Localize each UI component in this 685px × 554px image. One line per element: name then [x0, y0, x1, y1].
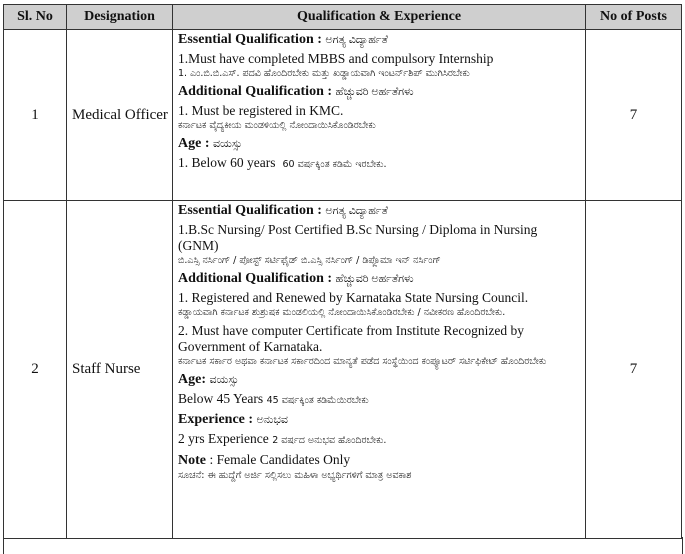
sl-no-cell: 1 — [4, 30, 67, 201]
note-text-kannada: ಸೂಚನೆ: ಈ ಹುದ್ದೆಗೆ ಅರ್ಜಿ ಸಲ್ಲಿಸಲು ಮಹಿಳಾ ಅಭ್ಯರ್ಥಿಗಳಿಗೆ ಮಾತ್ರ ಅವಕಾಶ — [178, 470, 412, 481]
experience-heading: Experience : ಅನುಭವ — [178, 412, 288, 427]
essential-text: 1.B.Sc Nursing/ Post Certified B.Sc Nursing / Diploma in Nursing (GNM) — [178, 222, 538, 253]
additional-text-1-kannada: ಕಡ್ಡಾಯವಾಗಿ ಕರ್ನಾಟಕ ಶುಶ್ರುಷಕ ಮಂಡಲಿಯಲ್ಲಿ ನೋಂದಾಯಿಸಿಕೊಂಡಿರಬೇಕು / ನವೀಕರಣ ಹೊಂದಿರಬೇಕು. — [178, 307, 506, 318]
additional-text-kannada: ಕರ್ನಾಟಕ ವೈದ್ಯಕೀಯ ಮಂಡಳಿಯಲ್ಲಿ ನೋಂದಾಯಿಸಿಕೊಂಡಿರಬೇಕು — [178, 120, 376, 131]
table-continuation — [3, 537, 683, 554]
header-row — [4, 5, 682, 30]
posts-cell: 7 — [586, 201, 682, 539]
essential-text: 1.Must have completed MBBS and compulsory Internship — [178, 51, 494, 66]
posts-cell: 7 — [586, 30, 682, 201]
essential-text-kannada: 1. ಎಂ.ಬಿ.ಬಿ.ಎಸ್. ಪದವಿ ಹೊಂದಿರಬೇಕು ಮತ್ತು ಖಡ್ಡಾಯವಾಗಿ ಇಂಟರ್ನ್‌ಶಿಪ್ ಮುಗಿಸಿರಬೇಕು — [178, 68, 470, 79]
additional-text: 1. Must be registered in KMC. — [178, 103, 344, 118]
essential-text-kannada: ಬಿ.ಎಸ್ಸಿ ನರ್ಸಿಂಗ್ / ಪೋಸ್ಟ್ ಸರ್ಟಿಫೈಡ್ ಬಿ.ಎಸ್ಸಿ ನರ್ಸಿಂಗ್ / ಡಿಪ್ಲೊಮಾ ಇನ್ ನರ್ಸಿಂಗ್ — [178, 255, 441, 266]
additional-text-1: 1. Registered and Renewed by Karnataka State Nursing Council. — [178, 290, 529, 305]
table-row — [4, 30, 682, 201]
essential-heading: Essential Qualification : ಅಗತ್ಯ ವಿದ್ಯಾರ್ಹತೆ — [178, 203, 388, 218]
additional-heading: Additional Qualification : ಹೆಚ್ಚುವರಿ ಅರ್ಹತೆಗಳು — [178, 84, 414, 99]
age-heading: Age: ವಯಸ್ಸು — [178, 372, 239, 387]
sl-no-cell: 2 — [4, 201, 67, 539]
recruitment-table — [3, 4, 682, 539]
designation-cell: Staff Nurse — [67, 201, 173, 539]
table-row — [4, 201, 682, 539]
additional-heading: Additional Qualification : ಹೆಚ್ಚುವರಿ ಅರ್ಹತೆಗಳು — [178, 271, 414, 286]
age-heading: Age : ವಯಸ್ಸು — [178, 136, 243, 151]
age-text: 1. Below 60 years 60 ವರ್ಷಕ್ಕಿಂತ ಕಡಿಮೆ ಇರಬೇಕು. — [178, 155, 387, 170]
essential-heading: Essential Qualification : ಅಗತ್ಯ ವಿದ್ಯಾರ್ಹತೆ — [178, 32, 388, 47]
header-sl-no: Sl. No — [4, 5, 67, 30]
additional-text-2-kannada: ಕರ್ನಾಟಕ ಸರ್ಕಾರ ಅಥವಾ ಕರ್ನಾಟಕ ಸರ್ಕಾರದಿಂದ ಮಾನ್ಯತೆ ಪಡೆದ ಸಂಸ್ಥೆಯಿಂದ ಕಂಪ್ಯೂಟರ್ ಸರ್ಟಿಫಿಕೇಟ್ ಹೊಂದಿರಬೇಕು — [178, 356, 547, 367]
header-designation: Designation — [67, 5, 173, 30]
note-text: Note : Female Candidates Only — [178, 452, 351, 468]
additional-text-2: 2. Must have computer Certificate from Institute Recognized by Government of Karnataka. — [178, 323, 525, 354]
qualification-cell — [173, 201, 586, 539]
experience-text: 2 yrs Experience 2 ವರ್ಷದ ಅನುಭವ ಹೊಂದಿರಬೇಕು. — [178, 431, 387, 446]
designation-cell: Medical Officer — [67, 30, 173, 201]
header-qualification: Qualification & Experience — [173, 5, 586, 30]
qualification-cell — [173, 30, 586, 201]
header-posts: No of Posts — [586, 5, 682, 30]
age-text: Below 45 Years 45 ವರ್ಷಕ್ಕಿಂತ ಕಡಿಮೆಯಿರಬೇಕು — [178, 391, 369, 406]
